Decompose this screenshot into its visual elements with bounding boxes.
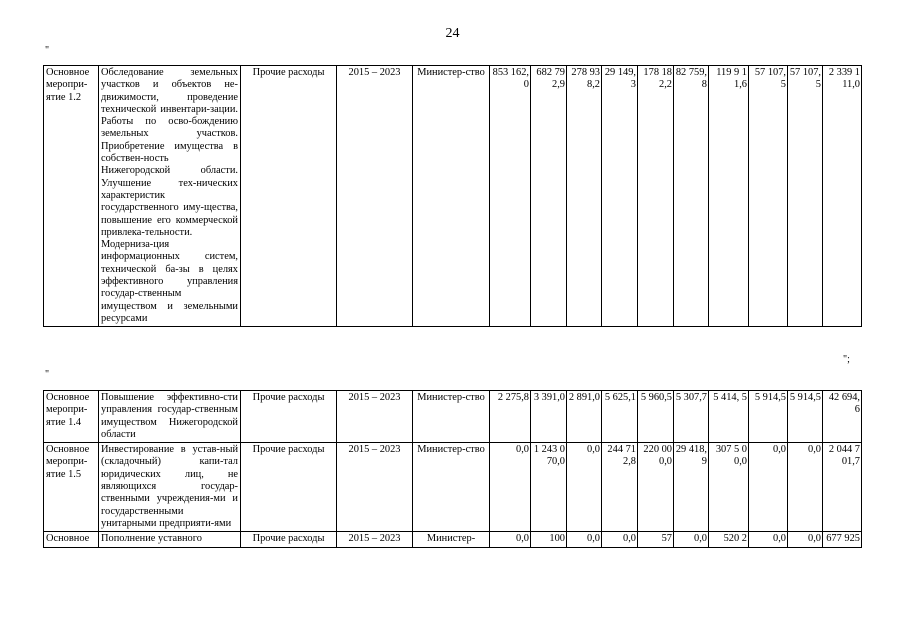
period-cell: 2015 – 2023 (337, 391, 413, 443)
period-cell: 2015 – 2023 (337, 532, 413, 547)
value-cell-2016: 682 792,9 (531, 66, 567, 327)
table-row (44, 66, 862, 327)
measure-id-cell: Основное (44, 532, 99, 547)
value-cell-2023: 0,0 (788, 443, 823, 532)
value-cell-2018: 244 712,8 (602, 443, 638, 532)
value-cell-2017: 2 891,0 (567, 391, 602, 443)
value-cell-2019: 178 182,2 (638, 66, 674, 327)
value-cell-2022: 0,0 (749, 532, 788, 547)
value-cell-2017: 0,0 (567, 532, 602, 547)
value-cell-2021: 307 5 00,0 (709, 443, 749, 532)
value-cell-2015: 0,0 (490, 532, 531, 547)
period-cell: 2015 – 2023 (337, 443, 413, 532)
measure-id-cell: Основное меропри-ятие 1.5 (44, 443, 99, 532)
value-cell-2019: 57 (638, 532, 674, 547)
value-cell-2016: 1 243 070,0 (531, 443, 567, 532)
value-cell-total: 42 694, 6 (823, 391, 862, 443)
expense-category-cell: Прочие расходы (241, 443, 337, 532)
value-cell-2019: 5 960,5 (638, 391, 674, 443)
value-cell-total: 2 044 7 01,7 (823, 443, 862, 532)
period-cell: 2015 – 2023 (337, 66, 413, 327)
table-measure-1-2 (43, 65, 862, 327)
value-cell-2018: 0,0 (602, 532, 638, 547)
value-cell-2016: 3 391,0 (531, 391, 567, 443)
value-cell-2021: 5 414, 5 (709, 391, 749, 443)
value-cell-2022: 57 107,5 (749, 66, 788, 327)
expense-category-cell: Прочие расходы (241, 66, 337, 327)
executor-cell: Министер-ство (413, 66, 490, 327)
value-cell-2018: 29 149,3 (602, 66, 638, 327)
value-cell-2022: 0,0 (749, 443, 788, 532)
executor-cell: Министер- (413, 532, 490, 547)
value-cell-2017: 278 938,2 (567, 66, 602, 327)
table-row (44, 443, 862, 532)
table-row (44, 391, 862, 443)
expense-category-cell: Прочие расходы (241, 532, 337, 547)
executor-cell: Министер-ство (413, 443, 490, 532)
value-cell-2019: 220 000,0 (638, 443, 674, 532)
value-cell-2023: 5 914,5 (788, 391, 823, 443)
value-cell-total: 2 339 1 11,0 (823, 66, 862, 327)
measure-id-cell: Основное меропри-ятие 1.2 (44, 66, 99, 327)
value-cell-2016: 100 (531, 532, 567, 547)
page-number: 24 (445, 26, 460, 41)
value-cell-total: 677 925 (823, 532, 862, 547)
value-cell-2020: 29 418,9 (674, 443, 709, 532)
measure-id-cell: Основное меропри-ятие 1.4 (44, 391, 99, 443)
value-cell-2021: 520 2 (709, 532, 749, 547)
value-cell-2020: 0,0 (674, 532, 709, 547)
executor-cell: Министер-ство (413, 391, 490, 443)
value-cell-2018: 5 625,1 (602, 391, 638, 443)
description-cell: Пополнение уставного (99, 532, 241, 547)
value-cell-2017: 0,0 (567, 443, 602, 532)
value-cell-2020: 82 759,8 (674, 66, 709, 327)
value-cell-2022: 5 914,5 (749, 391, 788, 443)
description-cell: Инвестирование в устав-ный (складочный) капи-тал юридических лиц, не являющихся государ-ственными учреждения-ми и государственными унитарными предприяти-ями (99, 443, 241, 532)
close-quote-mark: "; (843, 354, 850, 365)
value-cell-2023: 57 107,5 (788, 66, 823, 327)
value-cell-2015: 853 162,0 (490, 66, 531, 327)
table-row (44, 532, 862, 547)
value-cell-2015: 0,0 (490, 443, 531, 532)
value-cell-2021: 119 9 11,6 (709, 66, 749, 327)
open-quote-mark: " (45, 45, 50, 56)
description-cell: Обследование земельных участков и объектов не-движимости, проведение технической инвентари-зации. Работы по осво-бождению земельных участков. Приобретение имущества в собствен-ность Нижегородской области. Улучшение тех-нических характеристик государственного иму-щества, повышение его коммерческой привлека-тельности. Модерниза-ция информационных систем, технической ба-зы в целях эффективного управления государ-ственным имуществом и земельными ресурсами (99, 66, 241, 327)
description-cell: Повышение эффективно-сти управления государ-ственным имуществом Нижегородской области (99, 391, 241, 443)
table-measures-1-4-1-6 (43, 390, 862, 548)
value-cell-2023: 0,0 (788, 532, 823, 547)
value-cell-2015: 2 275,8 (490, 391, 531, 443)
expense-category-cell: Прочие расходы (241, 391, 337, 443)
value-cell-2020: 5 307,7 (674, 391, 709, 443)
open-quote-mark-2: " (45, 369, 50, 380)
